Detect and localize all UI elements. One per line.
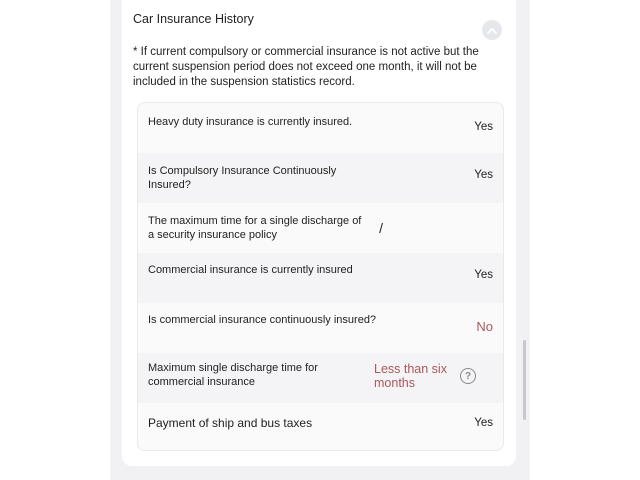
question-circle-icon[interactable]: ? <box>460 368 476 384</box>
row-commercial-max-discharge <box>138 353 503 403</box>
suspension-note: * If current compulsory or commercial insurance is not active but the current suspension period does not exceed one month, it will not be included in the suspension statistics record. <box>133 46 479 88</box>
row-value: Yes <box>474 269 493 281</box>
chevron-up-icon <box>487 27 497 34</box>
row-value: Yes <box>474 121 493 133</box>
row-label: The maximum time for a single discharge of a security insurance policy <box>148 215 362 241</box>
row-commercial-continuous <box>138 303 503 353</box>
row-value: Yes <box>474 417 493 429</box>
row-label: Payment of ship and bus taxes <box>148 416 313 430</box>
collapse-button[interactable] <box>482 20 502 40</box>
section-title: Car Insurance History <box>133 12 254 26</box>
row-security-max-discharge <box>138 203 503 253</box>
row-value: No <box>476 319 493 334</box>
row-label: Maximum single discharge time for commercial insurance <box>148 362 318 388</box>
row-heavy-duty-insured <box>138 103 503 153</box>
row-label: Heavy duty insurance is currently insured. <box>148 116 353 128</box>
row-label: Commercial insurance is currently insured <box>148 264 353 276</box>
row-value: / <box>379 220 383 236</box>
row-value: Less than six months <box>374 362 447 390</box>
row-ship-bus-taxes <box>138 403 503 450</box>
row-label: Is Compulsory Insurance Continuously Insured? <box>148 165 337 191</box>
row-label: Is commercial insurance continuously insured? <box>148 314 377 326</box>
row-commercial-insured <box>138 253 503 303</box>
row-value: Yes <box>474 169 493 181</box>
row-compulsory-continuous <box>138 153 503 203</box>
insurance-details-panel <box>137 102 504 451</box>
scrollbar[interactable] <box>523 340 526 420</box>
